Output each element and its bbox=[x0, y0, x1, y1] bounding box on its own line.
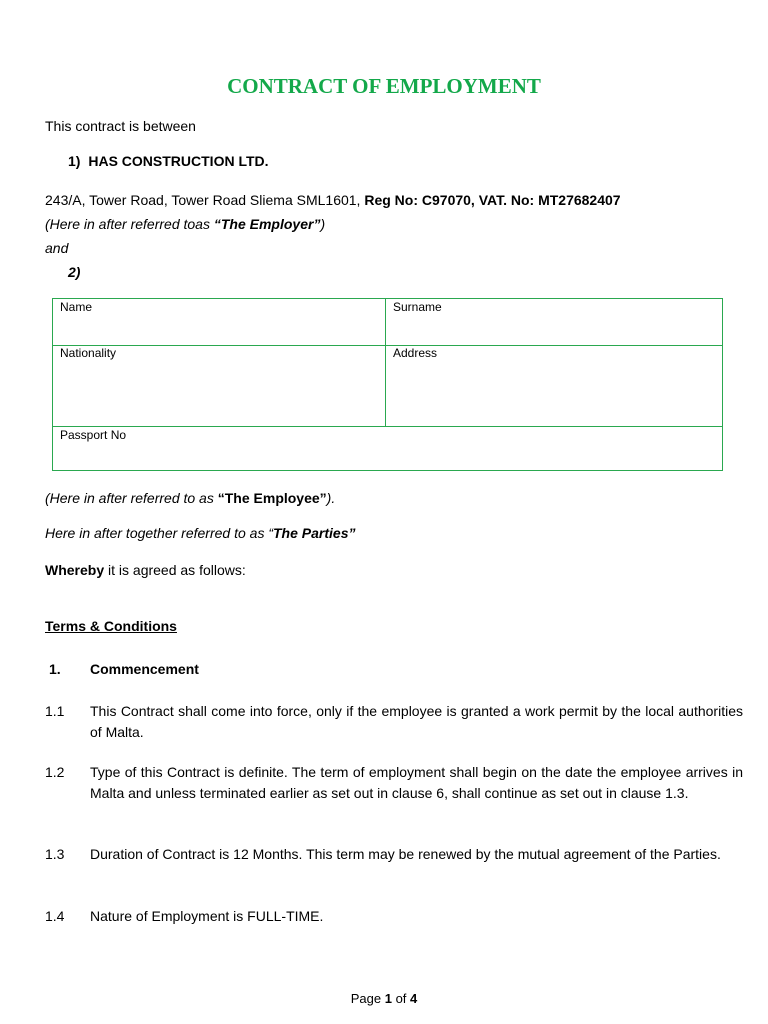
footer-middle: of bbox=[391, 991, 411, 1006]
employer-reg-vat: Reg No: C97070, VAT. No: MT27682407 bbox=[364, 192, 621, 208]
terms-heading: Terms & Conditions bbox=[45, 618, 177, 634]
employer-number: 1) bbox=[68, 153, 81, 169]
section-number: 1. bbox=[49, 661, 61, 677]
passport-field[interactable] bbox=[53, 428, 722, 470]
section-title: Commencement bbox=[90, 661, 199, 677]
name-field[interactable] bbox=[53, 300, 385, 345]
nationality-label: Nationality bbox=[60, 346, 117, 360]
employee-number: 2) bbox=[68, 264, 81, 280]
clause-text: Duration of Contract is 12 Months. This term may be renewed by the mutual agreement of the Parties. bbox=[90, 846, 721, 862]
intro-text: This contract is between bbox=[45, 118, 196, 134]
footer-prefix: Page bbox=[350, 991, 385, 1006]
footer-page-number: 1 bbox=[384, 991, 392, 1006]
table-divider bbox=[53, 426, 722, 427]
employer-name: HAS CONSTRUCTION LTD. bbox=[88, 153, 269, 169]
employer-referred-line bbox=[45, 216, 325, 232]
parties-referred-line bbox=[45, 525, 355, 541]
employer-referred-prefix: (Here in after referred toas bbox=[45, 216, 214, 232]
parties-referred-prefix: Here in after together referred to as “ bbox=[45, 525, 273, 541]
whereby-bold: Whereby bbox=[45, 562, 105, 578]
clause-text: Nature of Employment is FULL-TIME. bbox=[90, 908, 324, 924]
clause-number: 1.2 bbox=[45, 764, 65, 780]
employee-referred-name: “The Employee” bbox=[217, 490, 327, 506]
employer-heading bbox=[68, 153, 269, 169]
employee-details-table bbox=[52, 298, 723, 471]
whereby-line bbox=[45, 562, 246, 578]
employer-address-line bbox=[45, 192, 621, 208]
clause-number: 1.4 bbox=[45, 908, 65, 924]
page-footer bbox=[0, 991, 768, 1006]
footer-page-total: 4 bbox=[410, 991, 418, 1006]
clause-number: 1.1 bbox=[45, 703, 65, 719]
employee-referred-prefix: (Here in after referred to as bbox=[45, 490, 218, 506]
address-label: Address bbox=[393, 346, 438, 360]
employer-referred-suffix: ) bbox=[320, 216, 326, 232]
parties-referred-name: The Parties” bbox=[273, 525, 356, 541]
document-title: CONTRACT OF EMPLOYMENT bbox=[227, 74, 541, 98]
clause-number: 1.3 bbox=[45, 846, 65, 862]
employee-referred-line bbox=[45, 490, 335, 506]
employer-address: 243/A, Tower Road, Tower Road Sliema SML1601, bbox=[45, 192, 361, 208]
clause-text: Type of this Contract is definite. The term of employment shall begin on the date the employee arrives in Malta and unless terminated earlier as set out in clause 6, shall continue as set out in clause 1.3. bbox=[90, 764, 743, 801]
clause-text: This Contract shall come into force, only if the employee is granted a work permit by the local authorities of Malta. bbox=[90, 703, 743, 740]
name-label: Name bbox=[60, 300, 93, 314]
employee-referred-suffix: ). bbox=[326, 490, 336, 506]
passport-label: Passport No bbox=[60, 428, 127, 442]
nationality-field[interactable] bbox=[53, 346, 385, 426]
surname-field[interactable] bbox=[386, 300, 722, 345]
and-text: and bbox=[45, 240, 69, 256]
employer-referred-name: “The Employer” bbox=[213, 216, 321, 232]
whereby-rest: it is agreed as follows: bbox=[104, 562, 246, 578]
address-field[interactable] bbox=[386, 346, 722, 426]
surname-label: Surname bbox=[393, 300, 442, 314]
